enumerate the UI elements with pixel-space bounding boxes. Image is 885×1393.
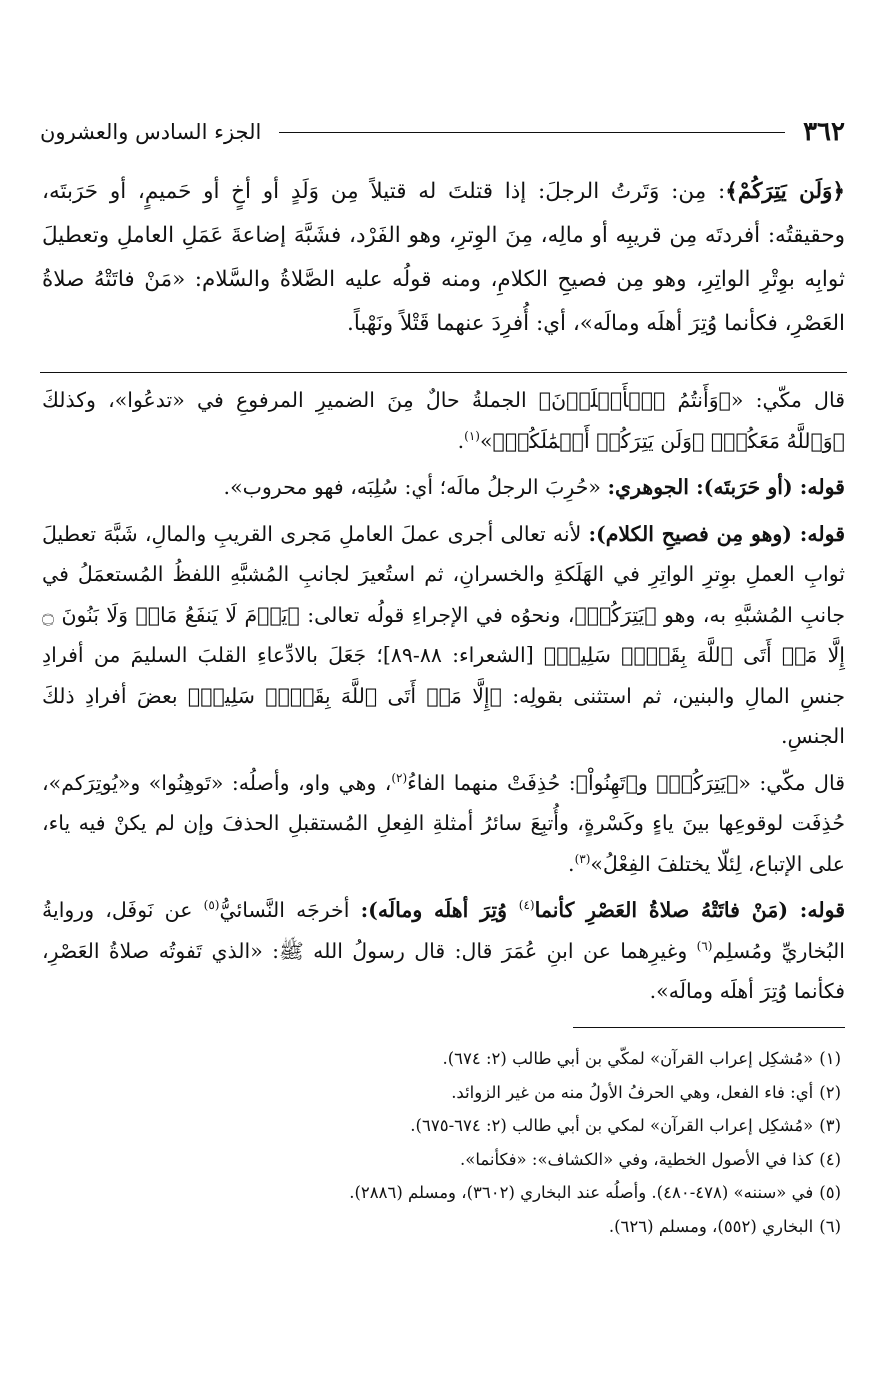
- footnote-text: كذا في الأصول الخطية، وفي «الكشاف»: «فكأنما».: [460, 1149, 814, 1169]
- commentary-text: عن نَوفَل، وروايةُ البُخاريِّ ومُسلِم: [42, 898, 845, 963]
- footnote: [41, 1076, 841, 1110]
- commentary-text: لأنه تعالى أجرى عملَ العاملِ مَجرى القريبِ والمالِ، شَبَّهَ تعطيلَ ثوابِ العملِ بوِترِ الواتِرِ في الهَلَكةِ والخسرانِ، ثم استُعيرَ لجانبِ المُشبَّهِ اللفظُ المُستعمَلُ في جانبِ المُشبَّهِ به، وهو ﴿يَتِرَكُمۡ﴾، ونحوُه في الإجراءِ قولُه تعالى: ﴿يَوۡمَ لَا يَنفَعُ مَالٞ وَلَا بَنُونَ ۝ إِلَّا مَنۡ أَتَى ٱللَّهَ بِقَلۡبٖ سَلِيمٖ﴾ [الشعراء: ٨٨-٨٩]؛ جَعَلَ بالادِّعاءِ القلبَ السليمَ من أفرادِ جنسِ المالِ والبنين، ثم استثنى بقولِه: ﴿إِلَّا مَنۡ أَتَى ٱللَّهَ بِقَلۡبٖ سَلِيمٖ﴾ بعضَ أفرادِ ذلكَ الجنسِ.: [42, 521, 845, 748]
- footnote-number: (٣): [819, 1116, 841, 1135]
- commentary-paragraph-3: [42, 514, 845, 757]
- lemma: قوله: (أو حَرَبتَه): الجوهري:: [607, 475, 845, 499]
- commentary-paragraph-2: [42, 467, 845, 508]
- commentary-text: .: [457, 428, 465, 453]
- page-header: [40, 112, 845, 152]
- commentary-paragraph-4: [42, 763, 845, 885]
- footnote-number: (٦): [819, 1216, 841, 1236]
- page-number: ٣٦٢: [803, 117, 845, 147]
- footnotes: [41, 1042, 841, 1243]
- commentary-text: وغيرِهما عن ابنِ عُمَرَ قال: قال رسولُ الله ﷺ: «الذي تَفوتُه صلاةُ العَصْرِ، فكأنما وُتِرَ أهلَه ومالَه».: [42, 938, 845, 1003]
- footnote: [41, 1210, 841, 1244]
- commentary-text: أخرجَه النَّسائيُّ: [219, 898, 361, 922]
- footnote-ref: (٣): [574, 851, 591, 866]
- main-paragraph: [42, 170, 845, 346]
- footnote-number: (٥): [819, 1183, 841, 1202]
- header-rule: [279, 132, 785, 133]
- footnote-number: (٤): [819, 1149, 841, 1169]
- footnote-ref: (٦): [696, 938, 713, 953]
- footnote-ref: (١): [464, 428, 480, 443]
- running-title: الجزء السادس والعشرون: [40, 120, 262, 144]
- footnote-ref: (٢): [391, 770, 408, 785]
- lemma: قوله: (وهو مِن فصيحِ الكلام):: [588, 521, 845, 546]
- footnote-text: «مُشكِل إعراب القرآن» لمكّي بن أبي طالب (٢: ٦٧٤).: [442, 1049, 814, 1068]
- footnote: [41, 1176, 841, 1210]
- commentary-paragraph-1: [42, 380, 845, 461]
- main-text: [42, 170, 845, 346]
- footnote-text: «مُشكِل إعراب القرآن» لمكي بن أبي طالب (٢: ٦٧٤-٦٧٥).: [410, 1116, 814, 1135]
- footnote-number: (٢): [819, 1082, 841, 1102]
- footnote-ref: (٥): [203, 898, 220, 913]
- footnote: [41, 1109, 841, 1143]
- footnote-number: (١): [819, 1049, 841, 1068]
- commentary-text: «حُرِبَ الرجلُ مالَه؛ أي: سُلِبَه، فهو محروب».: [223, 475, 608, 499]
- commentary-text: ، وهي واو، وأصلُه: «تَوهِنُوا» و«يُوتِرَكم»، حُذِفَت لوقوعِها بينَ ياءٍ وكَسْرةٍ، وأُتبِعَ سائرُ أمثلةِ الفِعلِ المُستقبلِ الحذفَ وإن لم يكنْ فيه ياء، على الإتباع، لِئلّا يختلفَ الفِعْلُ»: [42, 770, 845, 876]
- footnote-text: أي: فاء الفعل، وهي الحرفُ الأولُ منه من غير الزوائد.: [451, 1082, 814, 1102]
- footnote-text: البخاري (٥٥٢)، ومسلم (٦٢٦).: [608, 1216, 814, 1236]
- footnote: [41, 1143, 841, 1177]
- commentary-text: قال مكّي: «﴿وَأَنتُمُ ٱلۡأَعۡلَوۡنَ﴾ الجملةُ حالٌ مِنَ الضميرِ المرفوعِ في «تدعُوا»، وكذلكَ ﴿وَٱللَّهُ مَعَكُمۡ﴾ ﴿وَلَن يَتِرَكُمۡ أَعۡمَٰلَكُمۡ﴾»: [42, 388, 845, 453]
- commentary-paragraph-5: [42, 890, 845, 1012]
- commentary-text: قال مكّي: «﴿يَتِرَكُمۡ﴾ و﴿تَهِنُواْ﴾: حُذِفَتْ منهما الفاءُ: [407, 770, 845, 795]
- quran-quote: ﴿وَلَن يَتِرَكُمْ﴾: [725, 179, 845, 204]
- lemma: قوله: (مَنْ فاتَتْهُ صلاةُ العَصْرِ كأنما: [534, 898, 845, 922]
- main-paragraph-body: : مِن: وَتَرتُ الرجلَ: إذا قتلتَ له قتيلاً مِن وَلَدٍ أو أخٍ أو حَميمٍ، أو حَرَبتَه، وحقيقتُه: أفردتَه مِن قريبِه أو مالِه، مِنَ الوِترِ، وهو الفَرْد، فشَبَّهَ إضاعةَ عَمَلِ العاملِ وتعطيلَ ثوابِه بوِتْرِ الواتِرِ، وهو مِن فصيحِ الكلامِ، ومنه قولُه عليه الصَّلاةُ والسَّلام: «مَنْ فاتَتْهُ صلاةُ العَصْرِ، فكأنما وُتِرَ أهلَه ومالَه»، أي: أُفرِدَ عنهما قَتْلاً ونَهْباً.: [42, 179, 845, 336]
- footnote-rule: [573, 1027, 845, 1028]
- text-separator-rule: [40, 372, 847, 373]
- footnote: [41, 1042, 841, 1076]
- footnote-ref: (٤): [518, 898, 535, 913]
- footnote-text: في «سننه» (٤٧٨-٤٨٠). وأصلُه عند البخاري (٣٦٠٢)، ومسلم (٢٨٨٦).: [349, 1183, 814, 1202]
- commentary-text: .: [568, 851, 575, 876]
- lemma: وُتِرَ أهلَه ومالَه):: [360, 898, 519, 922]
- commentary: [42, 380, 845, 1018]
